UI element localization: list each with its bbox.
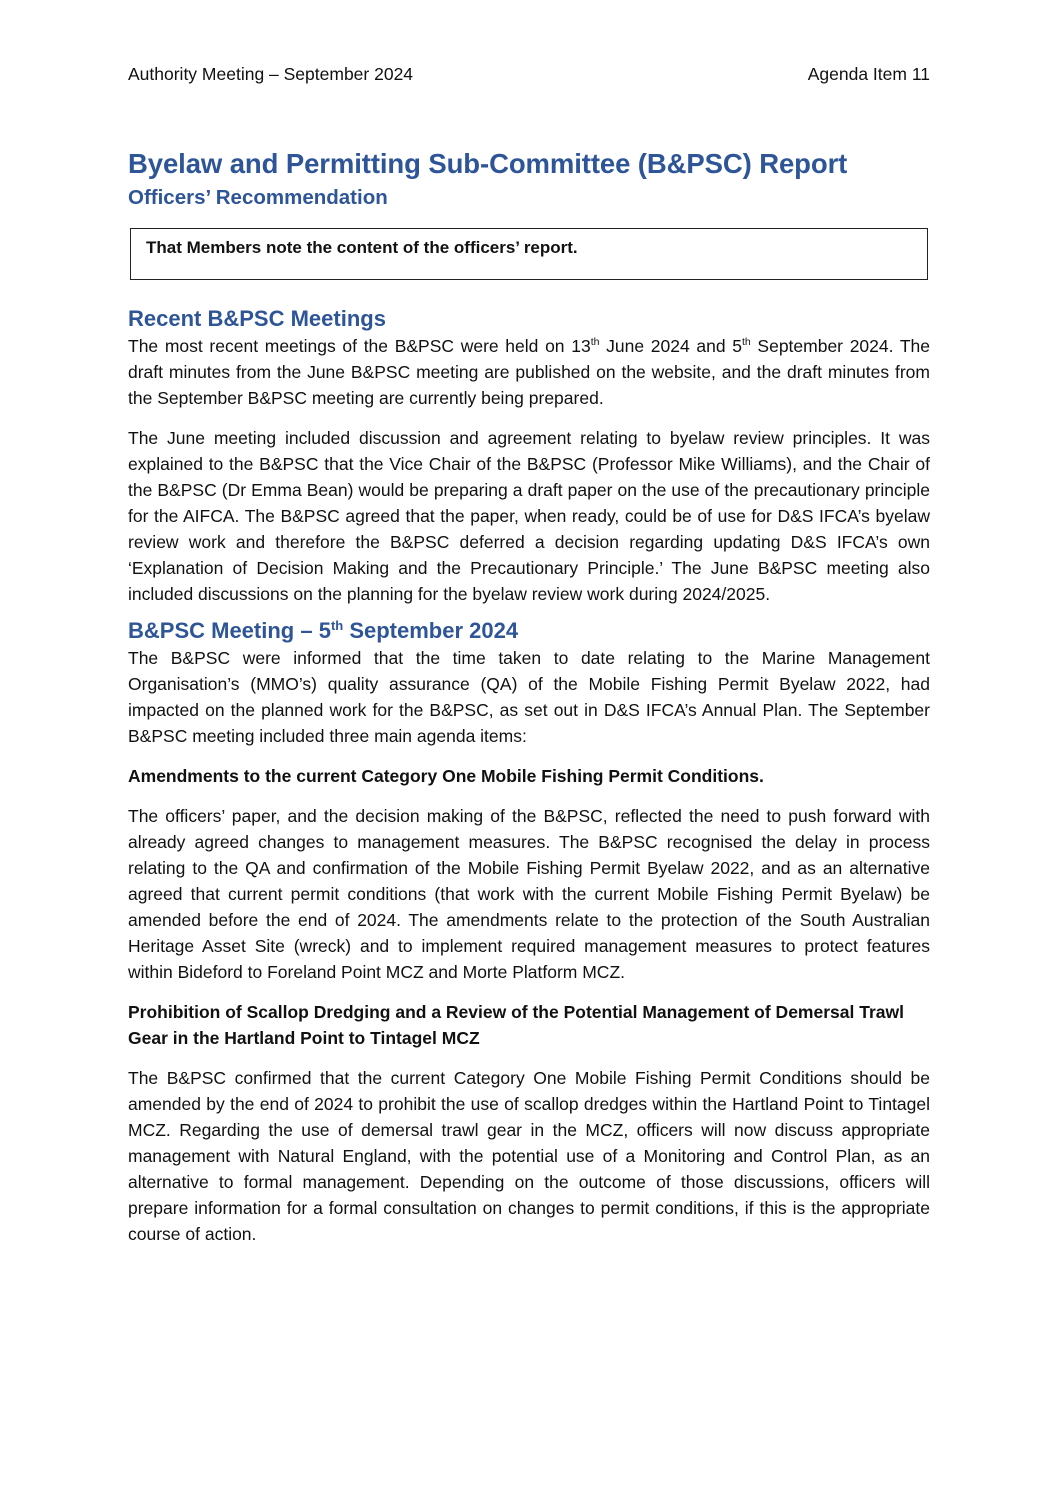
ordinal-suffix: th — [330, 618, 344, 633]
paragraph-september-intro: The B&PSC were informed that the time taken to date relating to the Marine Management Organisation’s (MMO’s) quality assurance (QA) of the Mobile Fishing Permit Byelaw 2022, had impacted on the planned work for the B&PSC, as set out in D&S IFCA’s Annual Plan. The September B&PSC meeting included three main agenda items: — [128, 648, 930, 746]
ordinal-suffix: th — [590, 336, 600, 348]
ordinal-suffix: th — [741, 336, 751, 348]
paragraph-june-meeting: The June meeting included discussion and agreement relating to byelaw review principles. It was explained to the B&PSC that the Vice Chair of the B&PSC (Professor Mike Williams), and the Chair of the B&PSC (Dr Emma Bean) would be preparing a draft paper on the use of the precautionary principle for the AIFCA. The B&PSC agreed that the paper, when ready, could be of use for D&S IFCA’s byelaw review work and therefore the B&PSC deferred a decision regarding updating D&S IFCA’s own ‘Explanation of Decision Making and the Precautionary Principle.’ The June B&PSC meeting also included discussions on the planning for the byelaw review work during 2024/2025. — [128, 428, 930, 604]
paragraph-permit-conditions: The officers’ paper, and the decision making of the B&PSC, reflected the need to push forward with already agreed changes to management measures. The B&PSC recognised the delay in process relating to the QA and confirmation of the Mobile Fishing Permit Byelaw 2022, and as an alternative agreed that current permit conditions (that work with the current Mobile Fishing Permit Byelaw) be amended before the end of 2024. The amendments relate to the protection of the South Australian Heritage Asset Site (wreck) and to implement required management measures to protect features within Bideford to Foreland Point MCZ and Morte Platform MCZ. — [128, 806, 930, 982]
report-title: Byelaw and Permitting Sub-Committee (B&PSC) Report — [128, 148, 848, 179]
paragraph-recent-meetings-dates — [128, 333, 930, 411]
text-run: September 2024. The draft minutes from the June B&PSC meeting are published on the website, and the draft minutes from the September B&PSC meeting are currently being prepared. — [128, 336, 930, 408]
agenda-item-heading-scallop-dredging: Prohibition of Scallop Dredging and a Review of the Potential Management of Demersal Trawl Gear in the Hartland Point to Tintagel MCZ — [128, 1002, 904, 1048]
paragraph-scallop-dredging: The B&PSC confirmed that the current Category One Mobile Fishing Permit Conditions should be amended by the end of 2024 to prohibit the use of scallop dredges within the Hartland Point to Tintagel MCZ. Regarding the use of demersal trawl gear in the MCZ, officers will now discuss appropriate management with Natural England, with the potential use of a Monitoring and Control Plan, as an alternative to formal management. Depending on the outcome of those discussions, officers will prepare information for a formal consultation on changes to permit conditions, if this is the appropriate course of action. — [128, 1068, 930, 1244]
recommendation-text: That Members note the content of the officers’ report. — [146, 238, 578, 257]
text-run: September 2024 — [343, 618, 519, 643]
section-heading-september-meeting — [128, 617, 930, 645]
header-meeting-label: Authority Meeting – September 2024 — [128, 64, 414, 84]
text-run: The most recent meetings of the B&PSC were held on 13 — [128, 336, 591, 356]
report-subtitle: Officers’ Recommendation — [128, 186, 388, 209]
report-body — [128, 305, 930, 1247]
text-run: B&PSC Meeting – 5 — [128, 618, 331, 643]
recommendation-box — [130, 228, 928, 280]
agenda-item-heading-permit-conditions: Amendments to the current Category One Mobile Fishing Permit Conditions. — [128, 766, 764, 786]
section-heading-recent-meetings: Recent B&PSC Meetings — [128, 306, 386, 331]
header-agenda-item: Agenda Item 11 — [807, 64, 930, 84]
text-run: June 2024 and 5 — [599, 336, 742, 356]
